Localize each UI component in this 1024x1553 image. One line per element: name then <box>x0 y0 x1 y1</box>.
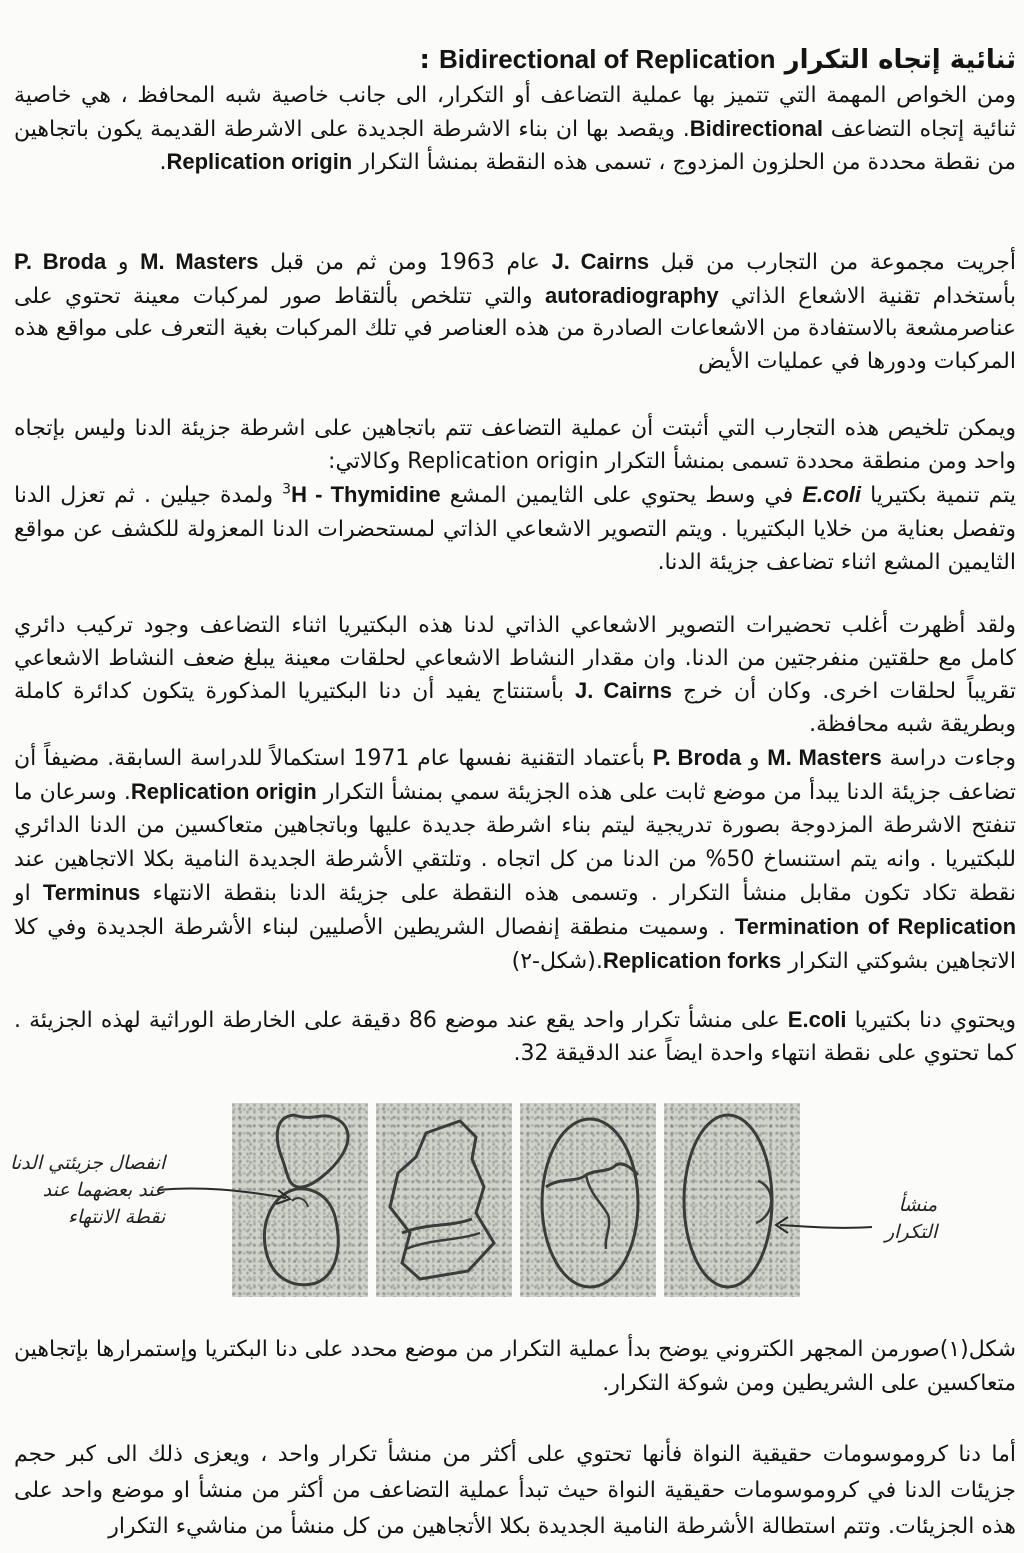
p5-text-2: و <box>748 746 760 771</box>
micrograph-panel-4 <box>664 1103 800 1297</box>
micrograph-panel-2 <box>376 1103 512 1297</box>
micrograph-panel-3 <box>520 1103 656 1297</box>
note-left-line-3: نقطة الانتهاء <box>67 1206 166 1228</box>
paragraph-ecoli-origin <box>14 1004 1016 1070</box>
paragraph-bidirectional <box>14 80 1016 180</box>
note-right-line-1: منشأ <box>898 1194 938 1216</box>
note-left-line-1: انفصال جزيئتي الدنا <box>10 1152 166 1174</box>
p5-text-6: . وسميت منطقة إنفصال الشريطين الأصليين لبناء الأشرطة الجديدة وفي كلا الاتجاهين بشوكتي التكرار <box>14 915 1016 975</box>
figure-caption <box>14 1333 1016 1401</box>
p5-text-3: بأعتماد التقنية نفسها عام 1971 استكمالاً للدراسة السابقة. مضيفاً أن تضاعف جزيئة الدنا يبدأ من موضع ثابت على هذه الجزيئة سمي بمنشأ التكرار <box>14 746 1016 806</box>
p5-text-5: او <box>14 880 31 906</box>
p2-name-cairns: J. Cairns <box>551 249 650 274</box>
handwritten-note-right <box>885 1192 937 1246</box>
p3-text-4: في وسط يحتوي على الثايمين المشع <box>449 483 794 509</box>
p5-term-terminus: Terminus <box>42 879 141 905</box>
paragraph-summary <box>14 412 1016 579</box>
p5-text-7: .(شكل-٢) <box>511 949 603 975</box>
left-annotation-arrow <box>150 1160 300 1220</box>
p2-text-3: و <box>117 250 129 275</box>
caption-text: شكل(١)صورمن المجهر الكتروني يوضح بدأ عملية التكرار من موضع محدد على دنا البكتريا وإستمرارها بإتجاهين متعاكسين على الشريطين ومن شوكة التكرار. <box>14 1337 1016 1396</box>
p5-text-4: . وسرعان ما تنفتح الاشرطة المزدوجة بصورة تدريجية ليتم بناء اشرطة جديدة عليها وباتجاهين متعاكسين من الدنا الدائري للبكتيريا . وانه يتم استنساخ 50% من الدنا من كل اتجاه . وتلتقي الأشرطة الجديدة النامية بكلا الاتجاهين عند نقطة تكاد تكون مقابل منشأ التكرار . وتسمى هذه النقطة على جزيئة الدنا بنقطة الانتهاء <box>14 780 1017 906</box>
note-right-line-2: التكرار <box>885 1221 938 1243</box>
heading-arabic: ثنائية إتجاه التكرار <box>784 45 1016 75</box>
paragraph-eukaryotes <box>14 1437 1016 1545</box>
p5-text-1: وجاءت دراسة <box>889 746 1016 771</box>
p3-term-replication-origin: Replication origin <box>407 449 599 475</box>
p2-text-5: والتي تتلخص بألتقاط صور لمركبات معينة تحتوي على عناصرمشعة بالاستفادة من الاشعاعات الصادرة من هذه العناصر في تلك المركبات بغية التعرف على مواقع هذه المركبات ودورها في عمليات الأيض <box>14 283 1016 374</box>
paragraph-masters-broda <box>14 741 1016 978</box>
p7-text-1: أما دنا كروموسومات حقيقية النواة فأنها تحتوي على أكثر من منشأ تكرار واحد ، ويعزى ذلك الى كبر حجم جزيئات الدنا في كروموسومات حقيقية النواة حيث تبدأ عملية التضاعف من أكثر من منشأ او موضع واحد على هذه الجزيئات. وتتم استطالة الأشرطة النامية الجديدة بكلا الأتجاهين من كل منشأ من مناشيء التكرار <box>14 1442 1016 1539</box>
p2-text-4: بأستخدام تقنية الاشعاع الذاتي <box>730 283 1016 309</box>
heading-colon: : <box>419 45 430 75</box>
p3-text-3: يتم تنمية بكتيريا <box>870 483 1017 509</box>
p1-term-replication-origin: Replication origin <box>166 149 353 175</box>
p5-name-broda: P. Broda <box>652 745 742 770</box>
paragraph-experiments <box>14 246 1016 378</box>
p3-term-thymidine: H - Thymidine <box>291 482 441 508</box>
p5-term-replication-forks: Replication forks <box>602 948 782 974</box>
p2-term-autoradiography: autoradiography <box>544 282 719 308</box>
section-heading <box>14 40 1016 78</box>
p1-text-1: ومن الخواص المهمة التي تتميز بها عملية التضاعف أو التكرار، الى جانب خاصية شبه المحافظ ، هي خاصية ثنائية إتجاه التضاعف <box>14 83 1016 142</box>
p2-name-broda: P. Broda <box>14 249 107 274</box>
p1-text-2: . ويقصد بها ان بناء الاشرطة الجديدة على الاشرطة القديمة يكون باتجاهين من نقطة محددة من الحلزون المزدوج ، تسمى هذه النقطة بمنشأ التكرار <box>14 116 1016 176</box>
p3-text-1: ويمكن تلخيص هذه التجارب التي أثبتت أن عملية التضاعف تتم باتجاهين على اشرطة جزيئة الدنا وليس بإتجاه واحد ومن منطقة محددة تسمى بمنشأ التكرار <box>14 416 1016 475</box>
p1-term-bidirectional: Bidirectional <box>689 115 824 141</box>
dna-origin-drawing <box>664 1103 800 1297</box>
p2-text-2: عام 1963 ومن ثم من قبل <box>270 250 540 275</box>
handwritten-note-left <box>10 1150 165 1231</box>
dna-theta-drawing-2 <box>520 1103 656 1297</box>
p3-text-2: وكالاتي: <box>328 449 401 475</box>
heading-term: Bidirectional of Replication <box>438 44 776 74</box>
p2-name-masters: M. Masters <box>140 249 259 274</box>
p5-name-masters: M. Masters <box>767 745 882 770</box>
p3-text-5: ولمدة جيلين . ثم تعزل الدنا وتفصل بعناية من خلايا البكتيريا . ويتم التصوير الاشعاعي الذاتي لمستحضرات الدنا المعزولة للكشف عن مواقع الثايمين المشع اثناء تضاعف جزيئة الدنا. <box>14 483 1016 575</box>
micrograph-figure <box>232 1103 800 1297</box>
note-left-line-2: عند بعضهما عند <box>42 1179 166 1201</box>
right-annotation-arrow <box>760 1205 880 1245</box>
p6-text-1: ويحتوي دنا بكتيريا <box>854 1008 1017 1033</box>
p6-text-2: على منشأ تكرار واحد يقع عند موضع 86 دقيقة على الخارطة الوراثية لهذه الجزيئة . كما تحتوي على نقطة انتهاء واحدة ايضاً عند الدقيقة 32. <box>14 1008 1016 1066</box>
p4-text-1: ولقد أظهرت أغلب تحضيرات التصوير الاشعاعي الذاتي لدنا هذه البكتيريا اثناء التضاعف وجود تركيب دائري كامل مع حلقتين منفرجتين من الدنا. وان مقدار النشاط الاشعاعي لحلقات معينة يبلغ ضعف النشاط الاشعاعي تقريباً لحلقات اخرى. وكان أن خرج <box>14 613 1016 705</box>
p2-text-1: أجريت مجموعة من التجارب من قبل <box>660 250 1016 275</box>
p5-term-replication-origin: Replication origin <box>130 779 317 805</box>
p3-term-ecoli: E.coli <box>802 482 862 508</box>
p4-name-cairns: J. Cairns <box>575 678 672 704</box>
p5-term-termination: Termination of Replication <box>734 914 1017 940</box>
dna-theta-drawing-1 <box>376 1103 512 1297</box>
p1-text-3: . <box>159 150 167 176</box>
paragraph-results <box>14 610 1016 741</box>
p4-text-2: بأستنتاج يفيد أن دنا البكتيريا المذكورة يتكون كدائرة كاملة وبطريقة شبه محافظة. <box>14 679 1016 737</box>
p6-term-ecoli: E.coli <box>787 1007 847 1032</box>
p3-superscript: 3 <box>282 482 292 499</box>
